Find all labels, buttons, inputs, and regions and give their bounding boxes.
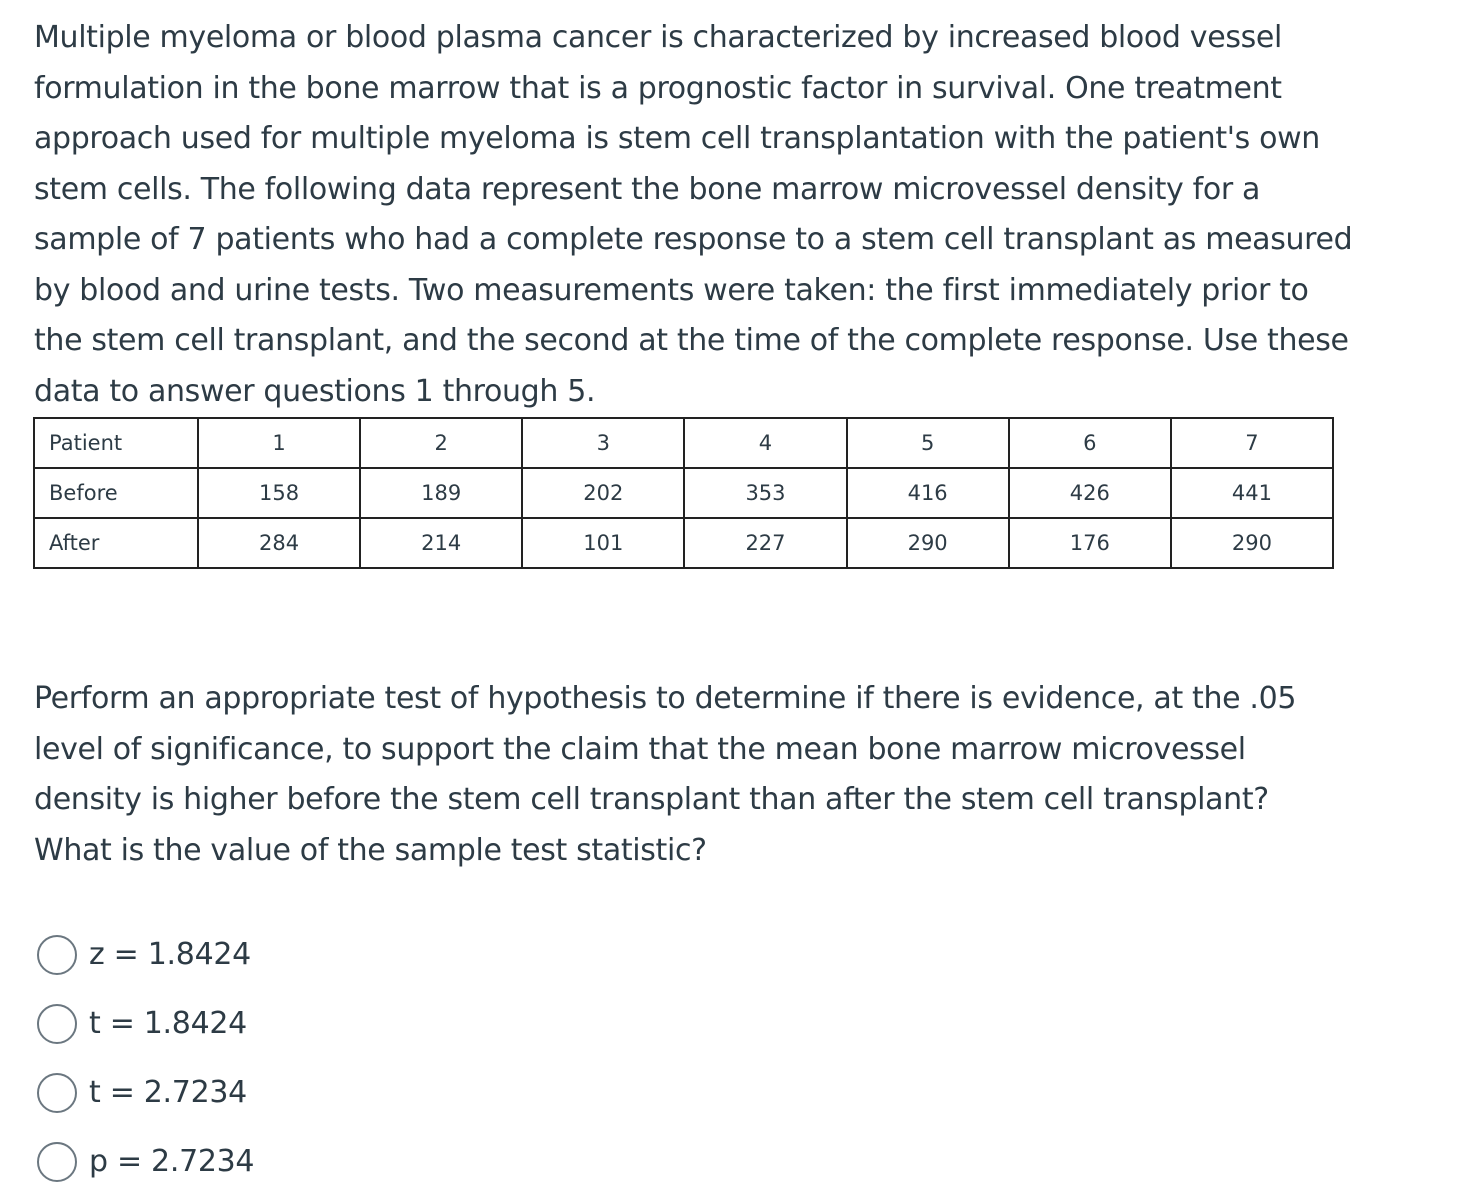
table-header-label: Patient (34, 418, 198, 468)
table-header-cell: 1 (198, 418, 360, 468)
table-header-cell: 3 (522, 418, 684, 468)
answer-option[interactable] (37, 920, 254, 989)
table-cell: 290 (1171, 518, 1333, 568)
table-row-label: After (34, 518, 198, 568)
answer-option-label[interactable]: z = 1.8424 (89, 937, 251, 972)
question-text: Perform an appropriate test of hypothesis to determine if there is evidence, at the .05 level of significance, to support the claim that the mean bone marrow microvessel density is higher before the stem cell transplant than after the stem cell transplant? What is the value of the sample test statistic? (34, 681, 1297, 868)
radio-button[interactable] (37, 1073, 77, 1113)
table-cell: 214 (360, 518, 522, 568)
table-cell: 189 (360, 468, 522, 518)
answer-option[interactable] (37, 1058, 254, 1127)
table-cell: 290 (847, 518, 1009, 568)
answer-option[interactable] (37, 1127, 254, 1196)
table-cell: 158 (198, 468, 360, 518)
table-cell: 353 (684, 468, 846, 518)
table-header-cell: 6 (1009, 418, 1171, 468)
table-cell: 441 (1171, 468, 1333, 518)
table-cell: 284 (198, 518, 360, 568)
answer-option-label[interactable]: p = 2.7234 (89, 1144, 255, 1179)
table-cell: 416 (847, 468, 1009, 518)
table-header-cell: 5 (847, 418, 1009, 468)
table-row-label: Before (34, 468, 198, 518)
data-table (33, 417, 1334, 569)
intro-paragraph: Multiple myeloma or blood plasma cancer is characterized by increased blood vessel formulation in the bone marrow that is a prognostic factor in survival. One treatment approach used for multiple myeloma is stem cell transplantation with the patient's own stem cells. The following data represent the bone marrow microvessel density for a sample of 7 patients who had a complete response to a stem cell transplant as measured by blood and urine tests. Two measurements were taken: the first immediately prior to the stem cell transplant, and the second at the time of the complete response. Use these data to answer questions 1 through 5. (34, 20, 1353, 409)
answer-option[interactable] (37, 989, 254, 1058)
table-cell: 426 (1009, 468, 1171, 518)
table-header-row (34, 418, 1333, 468)
table-header-cell: 2 (360, 418, 522, 468)
table-cell: 176 (1009, 518, 1171, 568)
table-header-cell: 7 (1171, 418, 1333, 468)
table-row-after (34, 518, 1333, 568)
radio-button[interactable] (37, 1004, 77, 1044)
radio-button[interactable] (37, 1142, 77, 1182)
table-row-before (34, 468, 1333, 518)
table-cell: 227 (684, 518, 846, 568)
answer-options (37, 920, 254, 1196)
table-header-cell: 4 (684, 418, 846, 468)
answer-option-label[interactable]: t = 2.7234 (89, 1075, 247, 1110)
table-cell: 202 (522, 468, 684, 518)
radio-button[interactable] (37, 935, 77, 975)
answer-option-label[interactable]: t = 1.8424 (89, 1006, 247, 1041)
table-cell: 101 (522, 518, 684, 568)
